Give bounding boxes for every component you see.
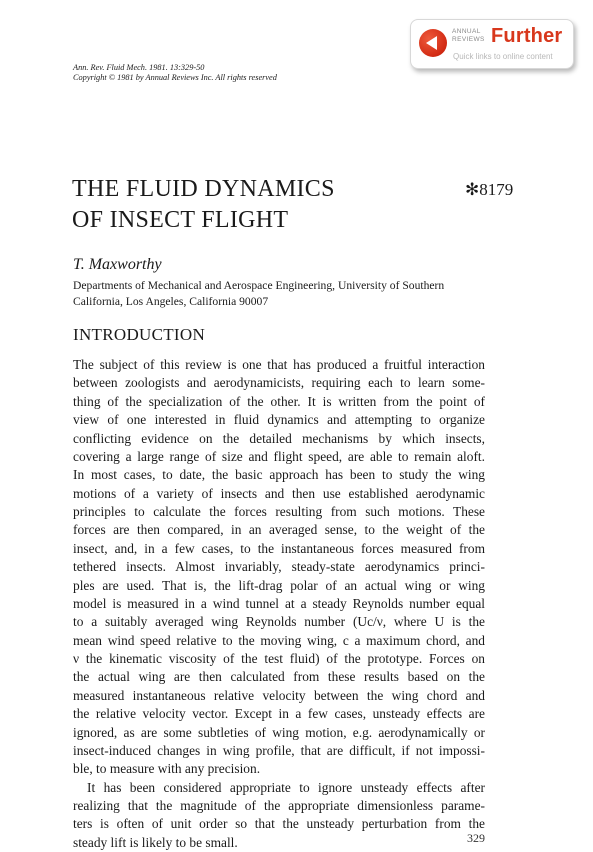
- body-line: ble, to measure with any precision.: [73, 761, 261, 777]
- body-line: realizing that the magnitude of the appropriate dimensionless parame-: [73, 798, 485, 813]
- body-line: insect, and, in a few cases, to the instantaneous forces measured from: [73, 540, 485, 556]
- article-number: ✻8179: [465, 180, 514, 199]
- badge-reviews-label: REVIEWS: [452, 36, 485, 43]
- body-line: measured instantaneous relative velocity between the wing chord and: [73, 687, 485, 703]
- body-line: motions of a variety of insects and then use established aerodynamic: [73, 485, 485, 501]
- body-line: insect-induced changes in wing profile, that are difficult, if not impossi-: [73, 742, 485, 758]
- affiliation-line-2: California, Los Angeles, California 90007: [73, 295, 269, 308]
- body-line: the relative velocity vector. Except in a few cases, unsteady effects are: [73, 706, 485, 722]
- body-line: between zoologists and aerodynamicists, requiring each to learn some-: [73, 375, 485, 391]
- body-line: to a suitably averaged wing Reynolds number (Uc/ν, where U is the: [73, 614, 485, 630]
- page-number: 329: [467, 831, 485, 845]
- body-line: In most cases, to date, the basic approach has been to study the wing: [73, 467, 485, 483]
- article-title: [72, 174, 335, 236]
- body-line: principles to calculate the forces resulting from such motions. These: [73, 504, 485, 519]
- body-line: tethered insects. Almost invariably, steady-state aerodynamics princi-: [73, 559, 485, 575]
- body-paragraphs: [73, 356, 485, 852]
- body-line: ν the kinematic viscosity of the test fluid) of the prototype. Forces on: [73, 651, 485, 666]
- body-line: ples are used. That is, the lift-drag polar of an actual wing or wing: [73, 577, 485, 593]
- affiliation-line-1: Departments of Mechanical and Aerospace Engineering, University of Southern: [73, 279, 445, 292]
- body-line: forces are then compared, in an averaged sense, to the weight of the: [73, 522, 485, 538]
- badge-annual-label: ANNUAL: [452, 28, 481, 35]
- badge-tagline: Quick links to online content: [453, 52, 553, 61]
- article-title-line-2: OF INSECT FLIGHT: [72, 207, 289, 233]
- citation-journal: Ann. Rev. Fluid Mech. 1981. 13:329-50: [73, 63, 205, 72]
- body-line: mean wind speed relative to the moving wing, c a maximum chord, and: [73, 632, 485, 648]
- play-arrow-icon: [419, 29, 447, 57]
- body-line: thing of the specialization of the other. It is written from the point of: [73, 393, 485, 409]
- body-line: conflicting evidence on the detailed mechanisms by which insects,: [73, 430, 485, 446]
- author-affiliation: [73, 278, 444, 310]
- article-title-line-1: THE FLUID DYNAMICS: [72, 176, 335, 202]
- citation-block: [73, 63, 277, 83]
- body-line: the actual wing are then calculated from these results based on the: [73, 669, 485, 685]
- body-line: model is measured in a wind tunnel at a steady Reynolds number equal: [73, 595, 485, 611]
- body-line: ters is often of unit order so that the unsteady perturbation from the: [73, 816, 485, 832]
- section-heading-introduction: INTRODUCTION: [73, 325, 206, 344]
- body-line: view of one interested in fluid dynamics and attempting to organize: [73, 412, 485, 428]
- badge-further-word: Further: [491, 25, 563, 47]
- body-line: The subject of this review is one that has produced a fruitful interaction: [73, 357, 485, 372]
- annual-reviews-further-badge[interactable]: [410, 19, 574, 69]
- body-line: ignored, as are some subtleties of wing motion, e.g. aerodynamically or: [73, 724, 485, 740]
- citation-copyright: Copyright © 1981 by Annual Reviews Inc. All rights reserved: [73, 73, 277, 82]
- body-line: covering a large range of size and flight speed, are able to remain aloft.: [73, 448, 485, 464]
- author-name: T. Maxworthy: [73, 256, 162, 273]
- body-line: steady lift is likely to be small.: [73, 834, 238, 850]
- body-line: It has been considered appropriate to ignore unsteady effects after: [87, 779, 485, 795]
